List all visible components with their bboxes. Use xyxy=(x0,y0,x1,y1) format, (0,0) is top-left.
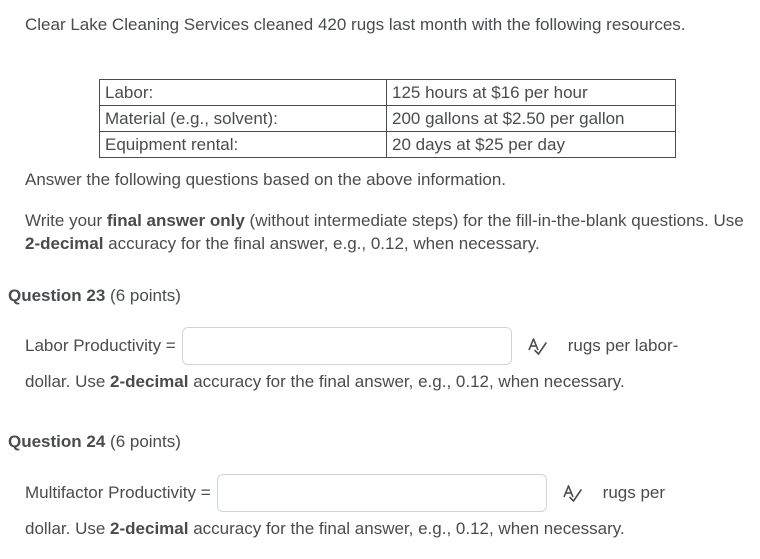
question-23-continuation xyxy=(25,370,625,393)
resource-value: 125 hours at $16 per hour xyxy=(387,80,676,106)
spell-check-icon[interactable] xyxy=(526,335,548,357)
table-row xyxy=(100,132,676,158)
continuation-text: accuracy for the final answer, e.g., 0.12, when necessary. xyxy=(188,519,625,538)
table-row xyxy=(100,80,676,106)
question-points: (6 points) xyxy=(105,432,181,451)
resource-label: Equipment rental: xyxy=(100,132,387,158)
continuation-text: dollar. Use xyxy=(25,372,111,391)
resources-table xyxy=(99,79,676,158)
answer-prompt: Answer the following questions based on the above information. xyxy=(25,170,507,189)
continuation-bold: 2-decimal xyxy=(110,372,189,391)
question-title: Question 24 xyxy=(8,432,106,451)
question-24-heading xyxy=(8,430,181,453)
instructions-bold-decimal: 2-decimal xyxy=(25,234,104,253)
question-title: Question 23 xyxy=(8,286,106,305)
multifactor-productivity-input[interactable] xyxy=(217,474,547,512)
question-prefix: Labor Productivity = xyxy=(25,336,176,355)
resource-value: 200 gallons at $2.50 per gallon xyxy=(387,106,676,132)
question-24-line xyxy=(25,473,665,513)
continuation-text: dollar. Use xyxy=(25,519,111,538)
question-prefix: Multifactor Productivity = xyxy=(25,483,211,502)
question-suffix: rugs per labor- xyxy=(567,336,679,355)
instructions-text: (without intermediate steps) for the fill-in-the-blank questions. Use xyxy=(244,211,744,230)
instructions-bold-final: final answer only xyxy=(106,211,245,230)
continuation-text: accuracy for the final answer, e.g., 0.12, when necessary. xyxy=(188,372,625,391)
question-suffix: rugs per xyxy=(602,483,666,502)
instructions-text: Write your xyxy=(25,211,107,230)
continuation-bold: 2-decimal xyxy=(110,519,189,538)
question-23-heading xyxy=(8,284,181,307)
table-row xyxy=(100,106,676,132)
spell-check-icon[interactable] xyxy=(561,482,583,504)
intro-text: Clear Lake Cleaning Services cleaned 420 rugs last month with the following resources. xyxy=(25,15,686,34)
question-23-line xyxy=(25,326,678,366)
resource-label: Labor: xyxy=(100,80,387,106)
question-points: (6 points) xyxy=(105,286,181,305)
instructions xyxy=(25,209,745,255)
question-24-continuation xyxy=(25,517,625,540)
instructions-text: accuracy for the final answer, e.g., 0.12, when necessary. xyxy=(103,234,540,253)
resource-value: 20 days at $25 per day xyxy=(387,132,676,158)
resource-label: Material (e.g., solvent): xyxy=(100,106,387,132)
labor-productivity-input[interactable] xyxy=(182,327,512,365)
